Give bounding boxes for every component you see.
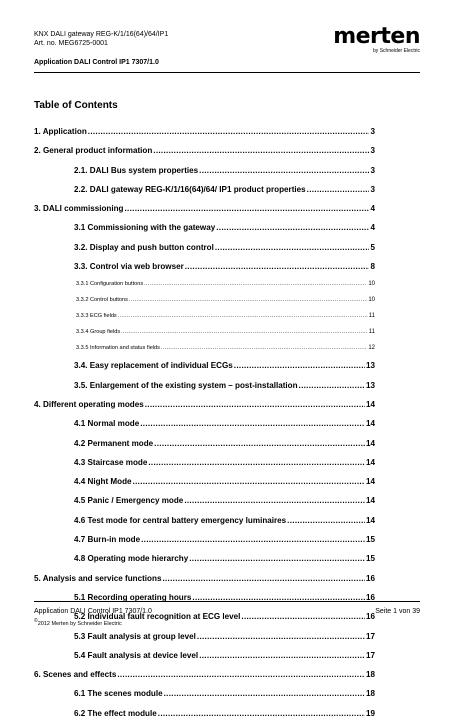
toc-entry-title: 5.2 Individual fault recognition at ECG level bbox=[74, 612, 241, 622]
footer-rule bbox=[34, 601, 420, 602]
toc-entry[interactable] bbox=[34, 376, 375, 395]
toc-entry-page: 3 bbox=[370, 184, 375, 194]
logo-wordmark: merten bbox=[333, 24, 420, 49]
toc-entry[interactable] bbox=[34, 218, 375, 237]
toc-entry-title: 4.4 Night Mode bbox=[74, 477, 132, 487]
toc-leader-dots bbox=[192, 588, 365, 607]
toc-entry-page: 14 bbox=[365, 399, 375, 409]
toc-entry[interactable] bbox=[34, 161, 375, 180]
header-application: Application DALI Control IP1 7307/1.0 bbox=[34, 59, 159, 66]
toc-entry-title: 3.1 Commissioning with the gateway bbox=[74, 223, 216, 233]
toc-leader-dots bbox=[162, 569, 365, 588]
toc-entry-page: 16 bbox=[365, 612, 375, 622]
toc-entry[interactable] bbox=[34, 141, 375, 160]
toc-leader-dots bbox=[199, 646, 365, 665]
toc-entry[interactable] bbox=[34, 308, 375, 324]
toc-entry-page: 15 bbox=[365, 554, 375, 564]
toc-entry-page: 11 bbox=[368, 329, 375, 336]
toc-entry-title: 3.3.1 Configuration buttons bbox=[76, 281, 144, 288]
toc-leader-dots bbox=[164, 684, 365, 703]
toc-entry[interactable] bbox=[34, 569, 375, 588]
toc-entry-title: 3.2. Display and push button control bbox=[74, 242, 214, 252]
toc-entry-title: 3.3.5 Information and status fields bbox=[76, 345, 160, 352]
toc-entry[interactable] bbox=[34, 199, 375, 218]
toc-entry-title: 2.1. DALI Bus system properties bbox=[74, 165, 199, 175]
toc-entry-title: 6.2 The effect module bbox=[74, 708, 157, 718]
toc-entry-page: 12 bbox=[368, 345, 375, 352]
toc-entry-page: 13 bbox=[365, 380, 375, 390]
toc-entry-title: 3.3.4 Group fields bbox=[76, 329, 121, 336]
toc-leader-dots bbox=[215, 238, 370, 257]
merten-logo bbox=[333, 26, 420, 55]
toc-entry-title: 6.1 The scenes module bbox=[74, 689, 163, 699]
toc-entry-page: 14 bbox=[365, 457, 375, 467]
toc-entry[interactable] bbox=[34, 395, 375, 414]
toc-entry-page: 11 bbox=[368, 313, 375, 320]
toc-leader-dots bbox=[307, 180, 370, 199]
toc-entry-title: 3.3.2 Control buttons bbox=[76, 297, 128, 304]
toc-entry[interactable] bbox=[34, 665, 375, 684]
toc-entry[interactable] bbox=[34, 276, 375, 292]
footer-application: Application DALI Control IP1 7307/1.0 bbox=[34, 608, 152, 615]
toc-entry-page: 4 bbox=[370, 223, 375, 233]
toc-entry[interactable] bbox=[34, 356, 375, 375]
toc-leader-dots bbox=[145, 395, 365, 414]
toc-entry[interactable] bbox=[34, 588, 375, 607]
toc-leader-dots bbox=[153, 141, 369, 160]
toc-entry-page: 4 bbox=[370, 204, 375, 214]
toc-entry-title: 4. Different operating modes bbox=[34, 399, 144, 409]
toc-entry-page: 16 bbox=[365, 573, 375, 583]
logo-subtitle: by Schneider Electric bbox=[373, 48, 420, 54]
toc-leader-dots bbox=[118, 308, 368, 324]
toc-entry-page: 10 bbox=[368, 281, 375, 288]
toc-entry-page: 14 bbox=[365, 515, 375, 525]
toc-entry[interactable] bbox=[34, 180, 375, 199]
toc-entry[interactable] bbox=[34, 238, 375, 257]
toc-entry-page: 15 bbox=[365, 535, 375, 545]
toc-entry[interactable] bbox=[34, 530, 375, 549]
toc-entry-title: 4.5 Panic / Emergency mode bbox=[74, 496, 184, 506]
toc-entry-title: 3.3. Control via web browser bbox=[74, 262, 184, 272]
toc-leader-dots bbox=[287, 511, 365, 530]
toc-entry-page: 14 bbox=[365, 419, 375, 429]
toc-entry-page: 14 bbox=[365, 438, 375, 448]
toc-entry-page: 17 bbox=[365, 631, 375, 641]
toc-entry-title: 3.4. Easy replacement of individual ECGs bbox=[74, 361, 233, 371]
toc-leader-dots bbox=[117, 665, 365, 684]
toc-entry[interactable] bbox=[34, 414, 375, 433]
toc-leader-dots bbox=[148, 453, 365, 472]
header-rule bbox=[34, 72, 420, 73]
table-of-contents bbox=[34, 122, 375, 723]
toc-entry-page: 19 bbox=[365, 708, 375, 718]
toc-entry-title: 5.1 Recording operating hours bbox=[74, 592, 192, 602]
toc-entry-title: 3.5. Enlargement of the existing system – post-installation bbox=[74, 380, 298, 390]
footer-page-number: Seite 1 von 39 bbox=[375, 608, 420, 615]
toc-entry-title: 5. Analysis and service functions bbox=[34, 573, 162, 583]
toc-entry[interactable] bbox=[34, 704, 375, 723]
toc-leader-dots bbox=[121, 324, 368, 340]
toc-leader-dots bbox=[241, 607, 365, 626]
toc-leader-dots bbox=[199, 161, 369, 180]
toc-entry-title: 2. General product information bbox=[34, 146, 153, 156]
toc-entry-title: 5.4 Fault analysis at device level bbox=[74, 650, 199, 660]
header-art-no: Art. no. MEG6725-0001 bbox=[34, 40, 108, 47]
toc-entry-page: 3 bbox=[370, 127, 375, 136]
toc-entry-page: 18 bbox=[365, 689, 375, 699]
toc-entry[interactable] bbox=[34, 646, 375, 665]
toc-leader-dots bbox=[141, 530, 365, 549]
toc-leader-dots bbox=[144, 276, 367, 292]
toc-entry[interactable] bbox=[34, 122, 375, 141]
toc-entry[interactable] bbox=[34, 627, 375, 646]
toc-entry-title: 6. Scenes and effects bbox=[34, 670, 117, 680]
toc-entry-title: 2.2. DALI gateway REG-K/1/16(64)/64/ IP1 product properties bbox=[74, 184, 306, 194]
toc-entry-title: 4.6 Test mode for central battery emergency luminaires bbox=[74, 515, 287, 525]
toc-entry-page: 13 bbox=[365, 361, 375, 371]
toc-leader-dots bbox=[88, 122, 370, 141]
toc-entry[interactable] bbox=[34, 453, 375, 472]
toc-leader-dots bbox=[129, 292, 367, 308]
toc-entry[interactable] bbox=[34, 491, 375, 510]
toc-leader-dots bbox=[234, 356, 365, 375]
toc-entry-page: 8 bbox=[370, 262, 375, 272]
toc-entry-page: 17 bbox=[365, 650, 375, 660]
toc-leader-dots bbox=[189, 549, 365, 568]
footer-copyright bbox=[34, 617, 122, 629]
toc-leader-dots bbox=[154, 434, 365, 453]
toc-entry-title: 4.7 Burn-in mode bbox=[74, 535, 141, 545]
toc-leader-dots bbox=[133, 472, 365, 491]
toc-entry-title: 3.3.3 ECG fields bbox=[76, 313, 117, 320]
toc-entry-page: 14 bbox=[365, 496, 375, 506]
toc-leader-dots bbox=[161, 340, 367, 356]
toc-entry-title: 1. Application bbox=[34, 127, 87, 136]
toc-leader-dots bbox=[140, 414, 365, 433]
toc-entry-page: 18 bbox=[365, 670, 375, 680]
toc-entry-title: 4.3 Staircase mode bbox=[74, 457, 148, 467]
toc-title: Table of Contents bbox=[34, 100, 118, 111]
toc-leader-dots bbox=[125, 199, 370, 218]
toc-entry-title: 4.1 Normal mode bbox=[74, 419, 140, 429]
copyright-symbol: © bbox=[34, 618, 38, 624]
toc-entry[interactable] bbox=[34, 434, 375, 453]
toc-entry[interactable] bbox=[34, 340, 375, 356]
toc-leader-dots bbox=[197, 627, 365, 646]
toc-entry-page: 5 bbox=[370, 242, 375, 252]
toc-entry-title: 4.2 Permanent mode bbox=[74, 438, 154, 448]
toc-entry[interactable] bbox=[34, 549, 375, 568]
toc-entry[interactable] bbox=[34, 324, 375, 340]
toc-leader-dots bbox=[184, 491, 365, 510]
toc-entry[interactable] bbox=[34, 684, 375, 703]
toc-entry-title: 5.3 Fault analysis at group level bbox=[74, 631, 196, 641]
copyright-text: 2012 Merten by Schneider Electric bbox=[37, 620, 122, 627]
toc-entry[interactable] bbox=[34, 257, 375, 276]
toc-entry-title: 4.8 Operating mode hierarchy bbox=[74, 554, 189, 564]
toc-entry-title: 3. DALI commissioning bbox=[34, 204, 124, 214]
toc-leader-dots bbox=[158, 704, 365, 723]
toc-leader-dots bbox=[299, 376, 365, 395]
toc-entry-page: 3 bbox=[370, 165, 375, 175]
toc-entry-page: 10 bbox=[368, 297, 375, 304]
toc-entry[interactable] bbox=[34, 511, 375, 530]
toc-entry-page: 16 bbox=[365, 592, 375, 602]
toc-entry-page: 3 bbox=[370, 146, 375, 156]
header-product: KNX DALI gateway REG-K/1/16(64)/64/IP1 bbox=[34, 31, 169, 38]
toc-entry[interactable] bbox=[34, 472, 375, 491]
toc-leader-dots bbox=[216, 218, 369, 237]
toc-entry-page: 14 bbox=[365, 477, 375, 487]
toc-entry[interactable] bbox=[34, 292, 375, 308]
toc-leader-dots bbox=[185, 257, 370, 276]
